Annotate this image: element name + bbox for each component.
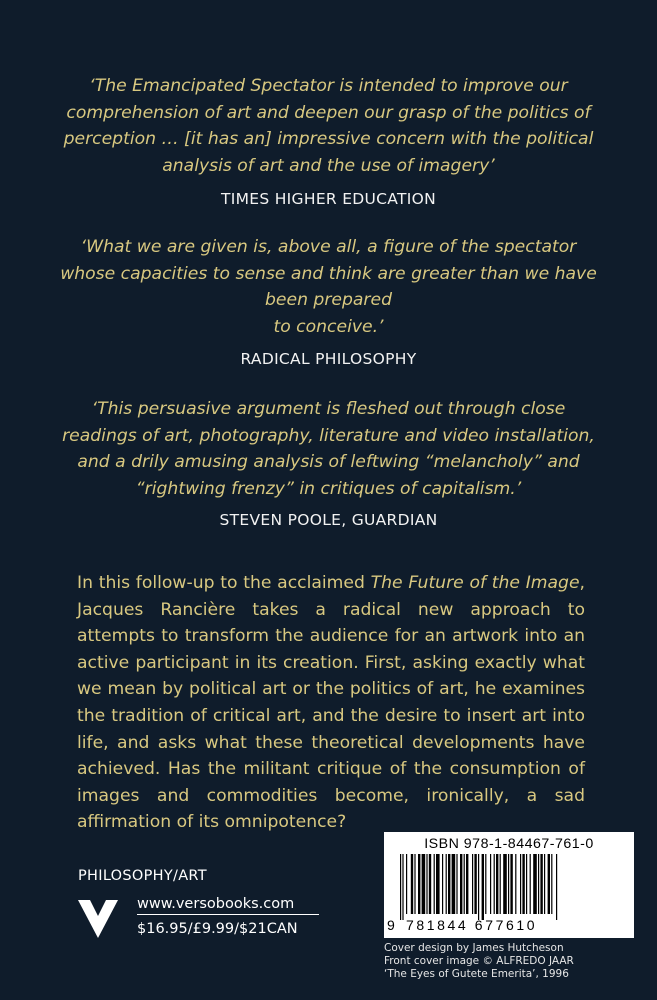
cover-credits: [384, 942, 644, 981]
barcode-stripe: [422, 854, 426, 914]
barcode-stripe: [446, 854, 447, 914]
quote-radical-philosophy: [60, 234, 597, 340]
description-text: , Jacques Rancière takes a radical new approach to attempts to transform the audience for an artwork into an active participant in its creation. First, asking exactly what we mean by political art or the politics of art, he examines the tradition of critical art, and the desire to insert art into life, and asks what these theoretical developments have achieved. Has the militant critique of the consumption of images and commodities become, ironically, a sad affirmation of its omnipotence?: [77, 573, 585, 833]
barcode-stripe: [520, 854, 521, 914]
barcode-stripe: [406, 854, 407, 914]
quote-line: “rightwing frenzy” in critiques of capitalism.’: [135, 478, 522, 499]
barcode-stripe: [414, 854, 415, 914]
barcode-stripe: [482, 854, 484, 920]
quote-line: ‘This persuasive argument is fleshed out through close: [91, 399, 566, 419]
barcode-digit-groups: 781844 677610: [406, 917, 538, 933]
barcode-stripe: [426, 854, 427, 914]
barcode-stripe: [474, 854, 476, 914]
barcode: [384, 832, 634, 938]
barcode-stripe: [411, 854, 413, 914]
barcode-stripe: [500, 854, 501, 914]
quote-line: readings of art, photography, literature and video installation,: [62, 425, 595, 446]
barcode-stripe: [490, 854, 491, 914]
quote-line: ‘The Emancipated Spectator is intended to improve our: [89, 76, 568, 96]
barcode-stripe: [485, 854, 486, 914]
barcode-stripe: [526, 854, 527, 914]
barcode-stripe: [515, 854, 516, 914]
barcode-stripe: [456, 854, 457, 914]
barcode-stripe: [418, 854, 420, 914]
description-text: In this follow-up to the acclaimed: [77, 573, 371, 593]
quote-times-higher-education: [60, 73, 597, 179]
barcode-stripe: [460, 854, 462, 914]
credit-line: Front cover image © ALFREDO JAAR: [384, 955, 574, 967]
quote-line: whose capacities to sense and think are greater than we have: [60, 263, 597, 284]
barcode-stripe: [508, 854, 509, 914]
credit-line: Cover design by James Hutcheson: [384, 942, 564, 954]
quote-source: RADICAL PHILOSOPHY: [240, 350, 417, 368]
publisher-website: www.versobooks.com: [137, 896, 319, 915]
barcode-stripe: [556, 854, 557, 920]
barcode-stripe: [478, 854, 479, 920]
barcode-stripe: [452, 854, 456, 914]
barcode-stripe: [503, 854, 507, 914]
barcode-stripe: [544, 854, 545, 914]
barcode-stripe: [436, 854, 440, 914]
quote-line: comprehension of art and deepen our grasp of the politics of: [66, 102, 591, 123]
barcode-stripe: [510, 854, 512, 914]
barcode-stripe: [496, 854, 498, 914]
barcode-stripe: [538, 854, 539, 914]
category-label: PHILOSOPHY/ART: [78, 868, 207, 884]
barcode-stripe: [540, 854, 542, 914]
barcode-stripe: [434, 854, 435, 914]
verso-logo-icon: [76, 896, 120, 940]
isbn-label: ISBN 978-1-84467-761-0: [424, 836, 594, 852]
barcode-stripe: [429, 854, 431, 914]
referenced-book-title: The Future of the Image: [370, 573, 580, 593]
barcode-stripe: [464, 854, 465, 914]
barcode-stripe: [548, 854, 550, 914]
quote-line: and a drily amusing analysis of leftwing “melancholy” and: [77, 452, 580, 472]
barcode-stripe: [494, 854, 495, 914]
barcode-stripe: [530, 854, 531, 914]
barcode-stripe: [551, 854, 552, 914]
quote-source: TIMES HIGHER EDUCATION: [220, 190, 437, 208]
barcode-stripe: [402, 854, 403, 920]
barcode-stripe: [466, 854, 468, 914]
barcode-stripe: [472, 854, 473, 914]
barcode-stripe: [442, 854, 443, 914]
quote-line: ‘What we are given is, above all, a figure of the spectator: [80, 237, 577, 257]
quote-line: analysis of art and the use of imagery’: [162, 155, 495, 176]
barcode-first-digit: 9: [387, 917, 397, 933]
quote-line: perception … [it has an] impressive concern with the political: [63, 129, 594, 149]
barcode-stripe: [448, 854, 450, 914]
barcode-stripe: [533, 854, 537, 914]
book-description: [77, 570, 585, 836]
quote-line: to conceive.’: [273, 316, 384, 337]
quote-line: been prepared: [265, 290, 392, 310]
quote-guardian: [60, 396, 597, 502]
price: $16.95/£9.99/$21CAN: [137, 921, 298, 937]
credit-line: ‘The Eyes of Gutete Emerita’, 1996: [384, 968, 569, 980]
quote-source: STEVEN POOLE, GUARDIAN: [219, 511, 438, 529]
barcode-bars: [396, 854, 622, 920]
barcode-stripe: [400, 854, 401, 920]
barcode-stripe: [522, 854, 524, 914]
